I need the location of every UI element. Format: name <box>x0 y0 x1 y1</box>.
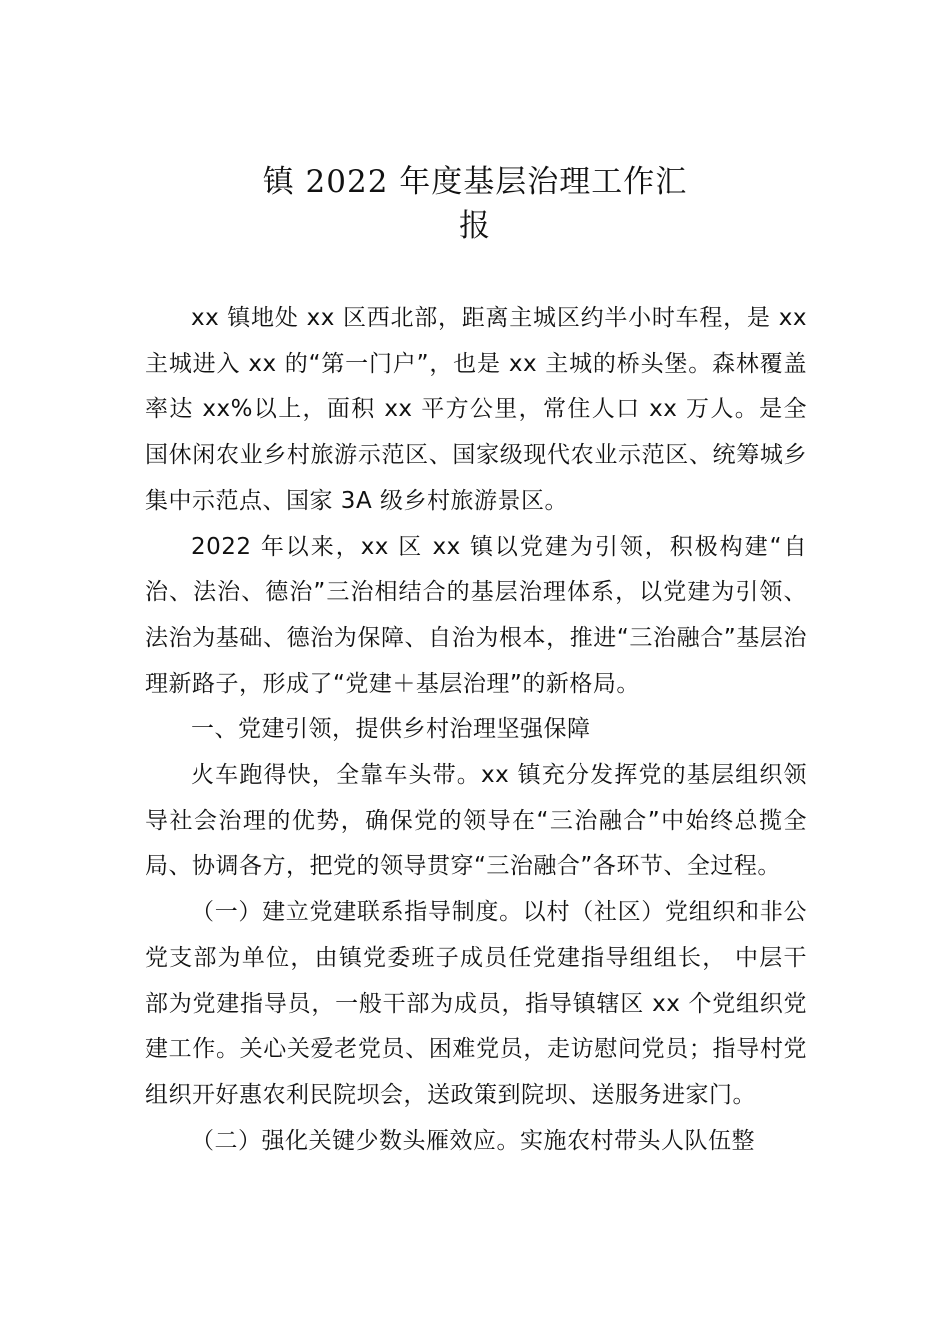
paragraph-subsection-1: （一）建立党建联系指导制度。以村（社区）党组织和非公党支部为单位，由镇党委班子成员任党建指导组组长， 中层干部为党建指导员，一般干部为成员，指导镇辖区 xx 个党组织党建工作。关心关爱老党员、困难党员，走访慰问党员；指导村党组织开好惠农利民院坝会，送政策到院坝、送服务进家门。 <box>145 899 807 1108</box>
document-title <box>0 160 950 248</box>
paragraph-overview: xx 镇地处 xx 区西北部，距离主城区约半小时车程，是 xx 主城进入 xx 的“第一门户”，也是 xx 主城的桥头堡。森林覆盖率达 xx%以上，面积 xx 平方公里，常住人口 xx 万人。是全国休闲农业乡村旅游示范区、国家级现代农业示范区、统筹城乡集中示范点、国家 3A 级乡村旅游景区。 <box>145 305 807 514</box>
paragraph-subsection-2: （二）强化关键少数头雁效应。实施农村带头人队伍整 <box>191 1127 755 1154</box>
document-body <box>145 296 807 1164</box>
paragraph-intro: 2022 年以来，xx 区 xx 镇以党建为引领，积极构建“自治、法治、德治”三治相结合的基层治理体系，以党建为引领、法治为基础、德治为保障、自治为根本，推进“三治融合”基层治理新路子，形成了“党建＋基层治理”的新格局。 <box>145 533 807 697</box>
title-line-1: 镇 2022 年度基层治理工作汇 <box>262 164 688 200</box>
section-heading-1: 一、党建引领，提供乡村治理坚强保障 <box>191 716 591 743</box>
title-line-2: 报 <box>459 208 491 244</box>
paragraph-section-1: 火车跑得快，全靠车头带。xx 镇充分发挥党的基层组织领导社会治理的优势，确保党的领导在“三治融合”中始终总揽全局、协调各方，把党的领导贯穿“三治融合”各环节、全过程。 <box>145 762 807 880</box>
